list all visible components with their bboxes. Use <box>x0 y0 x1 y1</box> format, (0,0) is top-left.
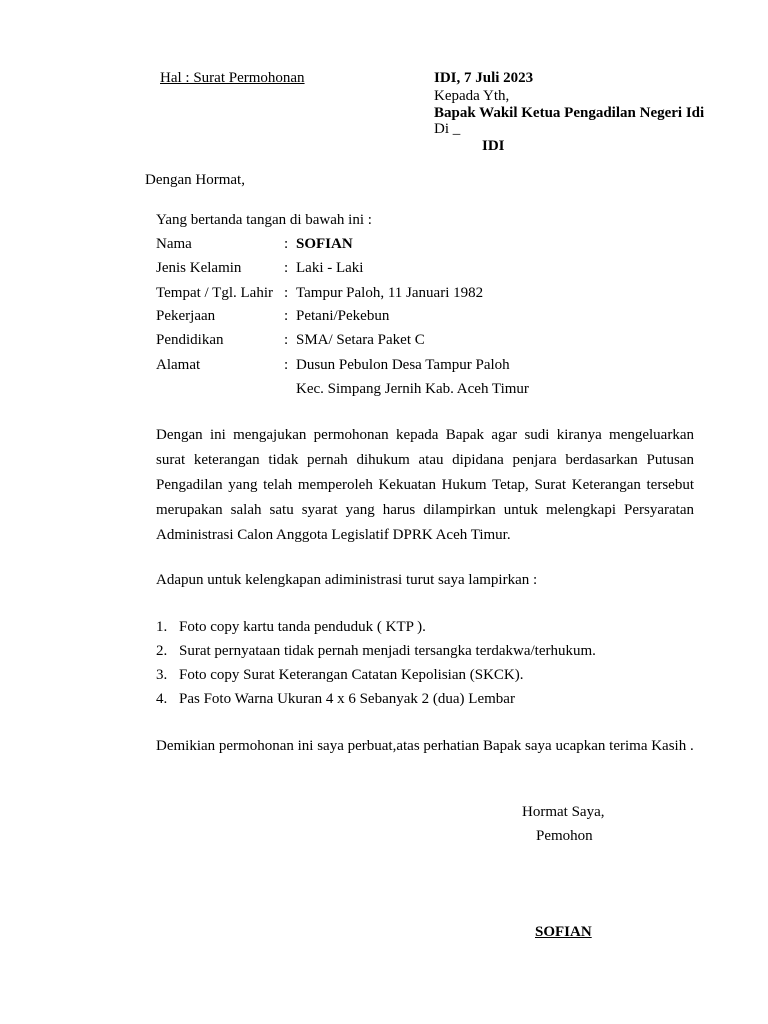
field-education <box>156 331 425 349</box>
list-text: Pas Foto Warna Ukuran 4 x 6 Sebanyak 2 (dua) Lembar <box>179 691 515 707</box>
attachments-intro: Adapun untuk kelengkapan adiministrasi turut saya lampirkan : <box>156 572 538 588</box>
field-value: Petani/Pekebun <box>296 308 390 324</box>
list-number: 2. <box>156 643 168 659</box>
list-item <box>156 690 515 708</box>
field-colon: : <box>284 357 289 373</box>
signer-name: SOFIAN <box>535 924 592 940</box>
list-number: 1. <box>156 619 168 635</box>
field-label: Alamat <box>156 357 201 373</box>
field-colon: : <box>284 260 289 276</box>
field-occupation <box>156 307 389 325</box>
field-colon: : <box>284 308 289 324</box>
body-paragraph: Dengan ini mengajukan permohonan kepada Bapak agar sudi kiranya mengeluarkan surat keterangan tidak pernah dihukum atau dipidana penjara berdasarkan Putusan Pengadilan yang telah memperoleh Kekuatan Hukum Tetap, Surat Keterangan tersebut merupakan salah satu syarat yang harus dilampirkan untuk melengkapi Persyaratan Administrasi Calon Anggota Legislatif DPRK Aceh Timur. <box>156 427 694 543</box>
field-label: Pekerjaan <box>156 308 216 324</box>
place-date: IDI, 7 Juli 2023 <box>434 70 534 86</box>
list-number: 3. <box>156 667 168 683</box>
field-address <box>156 356 510 374</box>
field-name <box>156 235 353 253</box>
list-text: Foto copy kartu tanda penduduk ( KTP ). <box>179 619 426 635</box>
field-value: SOFIAN <box>296 236 353 252</box>
to-line: Kepada Yth, <box>434 88 510 104</box>
list-item <box>156 666 524 684</box>
regards: Hormat Saya, <box>522 804 605 820</box>
list-item <box>156 642 596 660</box>
field-colon: : <box>284 285 289 301</box>
subject-line: Hal : Surat Permohonan <box>160 70 305 86</box>
recipient-city: IDI <box>482 138 505 154</box>
field-label: Pendidikan <box>156 332 224 348</box>
address-line-2: Kec. Simpang Jernih Kab. Aceh Timur <box>296 381 529 397</box>
field-gender <box>156 259 363 277</box>
list-text: Surat pernyataan tidak pernah menjadi tersangka terdakwa/terhukum. <box>179 643 596 659</box>
field-value: Tampur Paloh, 11 Januari 1982 <box>296 285 484 301</box>
field-value: Laki - Laki <box>296 260 364 276</box>
field-colon: : <box>284 332 289 348</box>
recipient: Bapak Wakil Ketua Pengadilan Negeri Idi <box>434 105 705 121</box>
field-label: Jenis Kelamin <box>156 260 242 276</box>
field-birth <box>156 284 483 302</box>
field-value: SMA/ Setara Paket C <box>296 332 425 348</box>
signer-role: Pemohon <box>536 828 593 844</box>
list-number: 4. <box>156 691 168 707</box>
intro-line: Yang bertanda tangan di bawah ini : <box>156 212 372 228</box>
greeting: Dengan Hormat, <box>145 172 245 188</box>
list-item <box>156 618 426 636</box>
field-value: Dusun Pebulon Desa Tampur Paloh <box>296 357 510 373</box>
di-line: Di _ <box>434 121 461 137</box>
field-colon: : <box>284 236 289 252</box>
field-label: Tempat / Tgl. Lahir <box>156 285 273 301</box>
list-text: Foto copy Surat Keterangan Catatan Kepolisian (SKCK). <box>179 667 524 683</box>
field-label: Nama <box>156 236 192 252</box>
closing-paragraph: Demikian permohonan ini saya perbuat,atas perhatian Bapak saya ucapkan terima Kasih . <box>156 738 694 754</box>
